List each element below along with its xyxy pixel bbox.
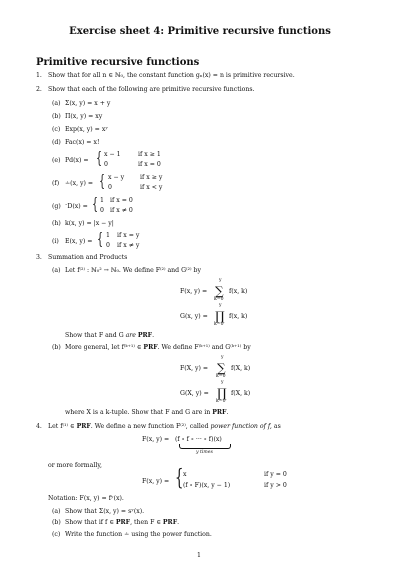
ex2-i-case1-value: 1 — [106, 232, 110, 239]
ex3-a-prod-symbol: ∏ — [215, 309, 225, 323]
ex2-e-label: (e) — [52, 157, 61, 164]
ex3-b-where-end: . — [226, 409, 229, 416]
ex2-h-label: (h) — [52, 220, 61, 227]
ex2-a-formula: Σ(x, y) = x + y — [65, 100, 111, 107]
ex3-b-F-lhs: F(X, y) = — [180, 365, 209, 372]
ex3-b-text-pre: More general, let f⁽ᵏ⁺¹⁾ ∈ — [65, 344, 142, 351]
exercise-4-text — [48, 424, 281, 430]
ex4-prf: PRF — [76, 423, 91, 430]
ex2-e-lhs: Pd(x) = — [65, 157, 89, 164]
section-heading: Primitive recursive functions — [36, 57, 200, 68]
ex4-text-mid: . We define a new function F⁽²⁾, called — [90, 423, 209, 430]
ex3-b-F-lower: k=0 — [216, 374, 226, 379]
ex4-F2-brace: { — [175, 466, 184, 491]
ex4-b-prf2: PRF — [162, 519, 178, 526]
ex3-a-G-rhs: f(x, k) — [229, 313, 248, 320]
ex3-a-show-are: are — [125, 332, 136, 339]
ex3-b-F-upper: y — [221, 355, 224, 360]
exercise-3-text: Summation and Products — [48, 254, 128, 261]
ex3-b-G-upper: y — [221, 380, 224, 385]
ex3-b-prod-symbol: ∏ — [217, 386, 227, 400]
ex2-g-case1-value: 1 — [100, 197, 104, 204]
ex4-F2-case2-value: (f ∘ F)(x, y − 1) — [183, 482, 231, 489]
ex2-i-case1-cond: if x = y — [117, 232, 140, 239]
ex2-i-lhs: E(x, y) = — [65, 238, 93, 245]
exercise-2-text: Show that each of the following are primitive recursive functions. — [48, 86, 255, 93]
ex2-f-brace: { — [99, 171, 106, 190]
ex2-i-case2-value: 0 — [106, 242, 110, 249]
page-title: Exercise sheet 4: Primitive recursive functions — [69, 26, 331, 37]
ex2-f-label: (f) — [52, 180, 60, 187]
exercise-2-number: 2. — [36, 86, 42, 93]
ex4-notation: Notation: F(x, y) = fʸ(x). — [48, 495, 124, 502]
ex2-b-label: (b) — [52, 113, 61, 120]
ex2-g-brace: { — [92, 194, 99, 213]
ex3-b-G-lhs: G(X, y) = — [180, 390, 209, 397]
ex3-a-G-lhs: G(x, y) = — [180, 313, 208, 320]
ex3-b-sum-symbol: ∑ — [217, 361, 226, 375]
ex4-F2-case1-cond: if y = 0 — [264, 471, 287, 478]
exercise-1-number: 1. — [36, 72, 42, 79]
ex4-b-text-mid: , then F ∈ — [130, 519, 161, 526]
ex3-b-where-prf: PRF — [212, 409, 227, 416]
ex3-a-show-line — [65, 333, 154, 339]
ex3-b-text — [65, 345, 251, 351]
ex2-f-case2-cond: if x < y — [140, 184, 163, 191]
ex4-formally: or more formally, — [48, 462, 102, 469]
ex4-underbrace — [179, 444, 231, 449]
ex3-a-sum-symbol: ∑ — [215, 284, 224, 298]
ex3-a-F-lower: k=0 — [214, 297, 224, 302]
ex3-b-text-post: . We define F⁽ᵏ⁺¹⁾ and G⁽ᵏ⁺¹⁾ by — [157, 344, 251, 351]
ex2-d-formula: Fac(x) = x! — [65, 139, 100, 146]
ex3-b-G-rhs: f(X, k) — [231, 390, 251, 397]
ex2-i-case2-cond: if x ≠ y — [117, 242, 140, 249]
ex3-a-show-prf: PRF — [137, 332, 153, 339]
ex4-b-label: (b) — [52, 519, 61, 526]
ex2-g-case2-cond: if x ≠ 0 — [110, 207, 133, 214]
ex2-i-label: (i) — [52, 238, 59, 245]
ex3-a-F-lhs: F(x, y) = — [180, 288, 208, 295]
ex2-e-case2-value: 0 — [104, 161, 108, 168]
ex4-underbrace-label: y times — [196, 450, 213, 455]
ex4-F2-case1-value: x — [183, 471, 187, 478]
ex3-a-F-upper: y — [219, 278, 222, 283]
ex3-a-G-lower: k=0 — [214, 322, 224, 327]
ex2-g-case1-cond: if x = 0 — [110, 197, 133, 204]
ex4-a-text: Show that Σ(x, y) = sʸ(x). — [65, 508, 145, 515]
ex2-e-brace: { — [96, 148, 103, 167]
ex3-a-label: (a) — [52, 267, 61, 274]
ex4-text-post: as — [273, 423, 281, 430]
ex2-a-label: (a) — [52, 100, 61, 107]
ex2-g-lhs: ᐨD(x) = — [65, 203, 88, 210]
ex3-a-F-rhs: f(x, k) — [229, 288, 248, 295]
ex2-d-label: (d) — [52, 139, 61, 146]
ex4-F2-case2-cond: if y > 0 — [264, 482, 287, 489]
ex2-c-label: (c) — [52, 126, 61, 133]
ex3-b-prf: PRF — [143, 344, 158, 351]
ex4-b-text-end: . — [177, 519, 180, 526]
ex4-eq-lhs: F(x, y) = — [142, 436, 170, 443]
ex3-a-show-mid: F and G — [98, 332, 124, 339]
ex4-c-label: (c) — [52, 531, 61, 538]
exercise-3-number: 3. — [36, 254, 42, 261]
ex4-F2-lhs: F(x, y) = — [142, 478, 170, 485]
ex2-c-formula: Exp(x, y) = xʸ — [65, 126, 108, 133]
ex4-eq-rhs: (f ∘ f ∘ ··· ∘ f)(x) — [175, 436, 222, 443]
ex2-e-case2-cond: if x = 0 — [138, 161, 161, 168]
ex2-i-brace: { — [97, 229, 104, 248]
ex4-text-italic: power function of f, — [210, 423, 272, 430]
ex3-b-F-rhs: f(X, k) — [231, 365, 251, 372]
ex2-g-label: (g) — [52, 203, 61, 210]
ex3-a-text: Let f⁽²⁾ : ℕ₀² → ℕ₀. We define F⁽²⁾ and G⁽²⁾ by — [65, 267, 201, 274]
ex4-c-text: Write the function ∸ using the power function. — [65, 531, 212, 538]
ex3-a-show-pre: Show that — [65, 332, 97, 339]
ex4-b-text — [65, 520, 179, 526]
exercise-4-number: 4. — [36, 423, 42, 430]
ex3-b-where-line — [65, 410, 228, 416]
ex4-b-text-pre: Show that if f ∈ — [65, 519, 114, 526]
ex3-b-label: (b) — [52, 344, 61, 351]
ex4-b-prf1: PRF — [115, 519, 131, 526]
ex2-e-case1-value: x − 1 — [104, 151, 121, 158]
ex2-f-case2-value: 0 — [108, 184, 112, 191]
ex2-f-case1-cond: if x ≥ y — [140, 174, 163, 181]
ex2-e-case1-cond: if x ≥ 1 — [138, 151, 161, 158]
ex2-f-case1-value: x − y — [108, 174, 125, 181]
exercise-1-text: Show that for all n ∈ ℕ₀, the constant function gₙ(x) = n is primitive recursive. — [48, 72, 295, 79]
ex2-h-formula: k(x, y) = |x − y| — [65, 220, 114, 227]
page-number: 1 — [197, 552, 201, 559]
ex2-b-formula: Π(x, y) = xy — [65, 113, 103, 120]
ex3-b-where-pre: where X is a k-tuple. Show that F and G are in — [65, 409, 211, 416]
ex4-a-label: (a) — [52, 508, 61, 515]
ex2-g-case2-value: 0 — [100, 207, 104, 214]
ex3-a-show-end: . — [152, 332, 155, 339]
ex3-a-G-upper: y — [219, 303, 222, 308]
ex3-b-G-lower: k=0 — [216, 399, 226, 404]
ex2-f-lhs: ∸(x, y) = — [65, 180, 94, 187]
ex4-text-pre: Let f⁽¹⁾ ∈ — [48, 423, 75, 430]
